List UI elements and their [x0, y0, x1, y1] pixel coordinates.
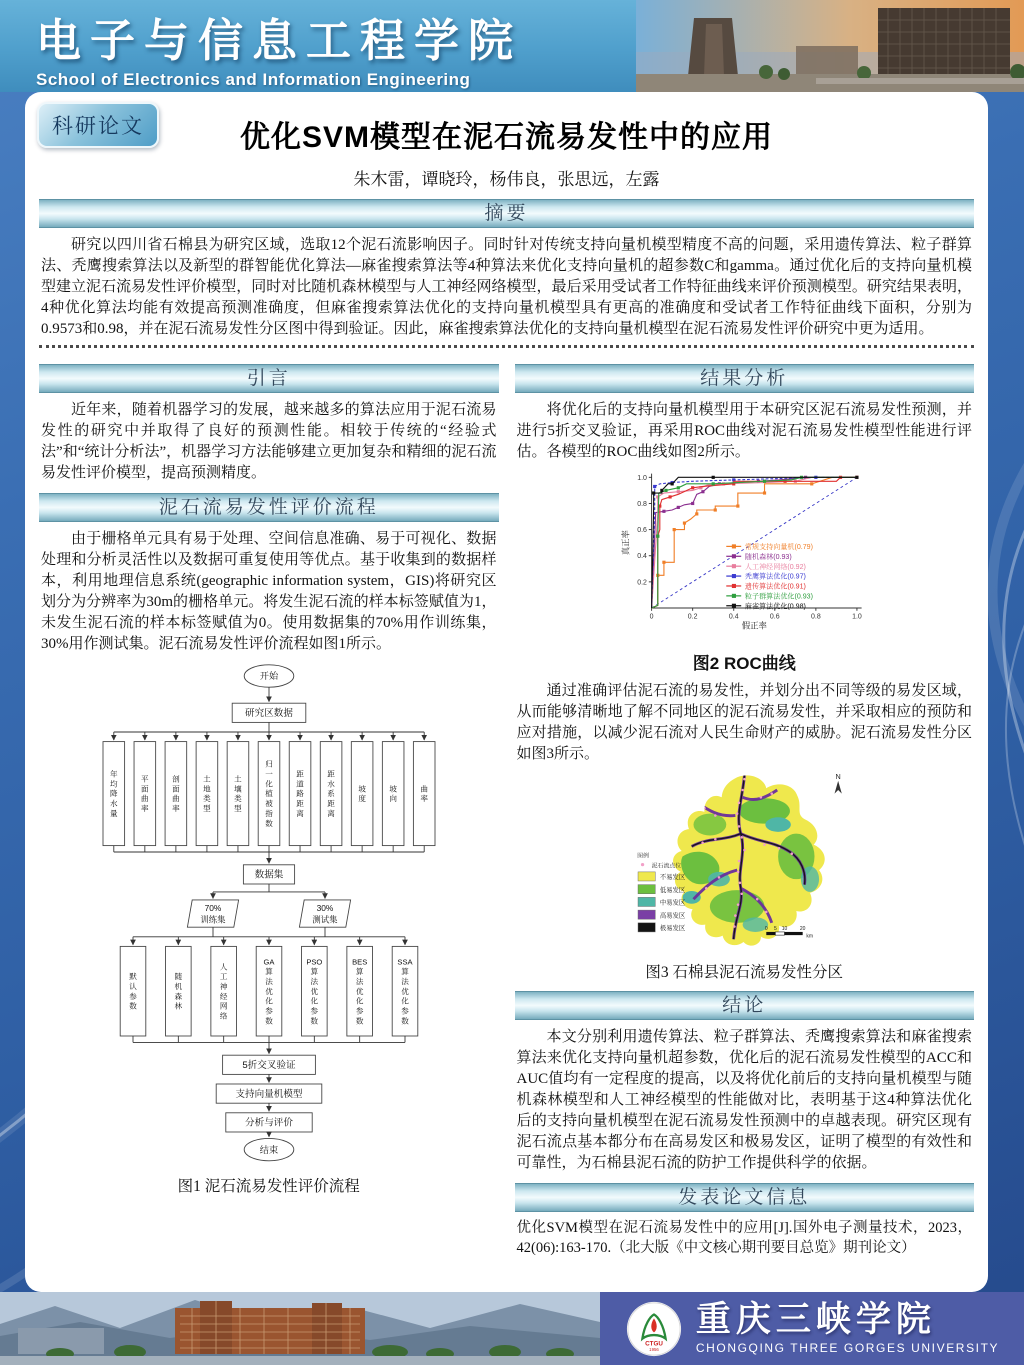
svg-text:GA算法优化参数: GA 算法优化参数 — [263, 957, 275, 1026]
svg-text:高易发区: 高易发区 — [660, 911, 686, 919]
svg-text:真正率: 真正率 — [620, 530, 631, 556]
svg-text:结束: 结束 — [259, 1144, 278, 1155]
svg-text:1956: 1956 — [649, 1346, 659, 1352]
svg-text:归一化植被指数: 归一化植被指数 — [264, 759, 273, 828]
svg-text:CTGU: CTGU — [644, 1339, 663, 1347]
svg-text:假正率: 假正率 — [741, 620, 768, 631]
svg-text:剖面曲率: 剖面曲率 — [171, 774, 180, 814]
svg-text:低易发区: 低易发区 — [660, 886, 686, 894]
map-legend — [637, 851, 686, 932]
svg-text:0.8: 0.8 — [811, 613, 821, 621]
svg-text:训练集: 训练集 — [200, 914, 226, 925]
svg-text:研究区数据: 研究区数据 — [244, 707, 293, 719]
svg-text:曲率: 曲率 — [420, 784, 428, 804]
results-text-1: 将优化后的支持向量机模型用于本研究区泥石流易发性预测，并进行5折交叉验证，再采用ROC曲线对泥石流易发性模型性能进行评估。各模型的ROC曲线如图2所示。 — [516, 402, 972, 460]
north-arrow — [835, 772, 842, 794]
section-heading-intro: 引言 — [39, 364, 499, 393]
intro-text: 近年来，随着机器学习的发展，越来越多的算法应用于泥石流易发性的研究中并取得了良好的预测性能。相较于传统的“经验式法”和“统计分析法”，机器学习方法能够建立更加复杂和精细的泥石流易发性评价模型，提高预测精度。 — [41, 402, 497, 481]
svg-text:0.6: 0.6 — [637, 527, 648, 535]
svg-text:图例: 图例 — [637, 852, 650, 859]
figure2-roc-svg — [618, 468, 870, 642]
svg-text:测试集: 测试集 — [312, 914, 338, 925]
svg-text:0.4: 0.4 — [729, 613, 739, 621]
section-heading-publication: 发表论文信息 — [515, 1183, 975, 1212]
figure3-map-svg — [628, 770, 860, 952]
svg-text:土壤类型: 土壤类型 — [233, 774, 242, 814]
svg-text:SSA算法优化参数: SSA 算法优化参数 — [397, 957, 413, 1026]
svg-text:0: 0 — [765, 925, 768, 932]
right-column — [515, 355, 975, 1258]
left-column — [39, 355, 499, 1204]
abstract-text: 研究以四川省石棉县为研究区域，选取12个泥石流影响因子。同时针对传统支持向量机模型精度不高的问题，采用遗传算法、粒子群算法、秃鹰搜索算法以及新型的群智能优化算法—麻雀搜索算法等4种算法来优化支持向量机的超参数C和gamma。通过优化后的支持向量机模型建立泥石流易发性评价模型，同时对比随机森林模型与人工神经网络模型，最后采用受试者工作特征曲线来评价预测模型。研究结果表明，4种优化算法均能有效提高预测准确度，但麻雀搜索算法优化的支持向量机模型具有更高的准确度和受试者工作特征曲线下面积，分别为0.9573和0.98，并在泥石流易发性分区图中得到验证。因此，麻雀搜索算法优化的支持向量机模型在泥石流易发性评价研究中更为适用。 — [41, 237, 972, 337]
svg-text:0.2: 0.2 — [637, 579, 648, 587]
section-heading-process: 泥石流易发性评价流程 — [39, 493, 499, 522]
susceptibility-map-region — [665, 770, 847, 952]
university-name-en: CHONGQING THREE GORGES UNIVERSITY — [695, 1340, 1000, 1355]
svg-text:5折交叉验证: 5折交叉验证 — [242, 1059, 296, 1071]
campus-photo-footer — [0, 1292, 600, 1365]
svg-text:年均降水量: 年均降水量 — [109, 769, 118, 818]
svg-text:人工神经网络(0.92): 人工神经网络(0.92) — [745, 562, 807, 571]
svg-text:平面曲率: 平面曲率 — [140, 774, 149, 814]
svg-text:支持向量机模型: 支持向量机模型 — [235, 1088, 303, 1100]
svg-text:1.0: 1.0 — [852, 613, 863, 621]
paper-type-badge: 科研论文 — [37, 102, 159, 148]
svg-text:0.8: 0.8 — [637, 500, 648, 508]
footer — [0, 1292, 1024, 1365]
svg-text:泥石流点位: 泥石流点位 — [651, 862, 682, 869]
process-text: 由于栅格单元具有易于处理、空间信息准确、易于可视化、数据处理和分析灵活性以及数据可重复使用等优点。基于收集到的数据样本，利用地理信息系统(geographic information system，GIS)将研究区划分为分辨率为30m的栅格单元。将发生泥石流的样本标签赋值为1，未发生泥石流的样本标签赋值为0。使用数据集的70%用作训练集，30%用作测试集。泥石流易发性评价流程如图1所示。 — [41, 531, 497, 652]
authors-line: 朱木雷，谭晓玲，杨伟良，张思远，左露 — [353, 170, 660, 189]
svg-text:土地类型: 土地类型 — [202, 774, 211, 814]
paper-title: 优化SVM模型在泥石流易发性中的应用 — [239, 121, 773, 154]
section-heading-results: 结果分析 — [515, 364, 975, 393]
section-heading-conclusion: 结论 — [515, 991, 975, 1020]
school-name-en: School of Electronics and Information Engineering — [36, 70, 471, 89]
svg-text:默认参数: 默认参数 — [128, 972, 137, 1011]
svg-text:人工神经网络: 人工神经网络 — [219, 962, 228, 1021]
svg-text:遗传算法优化(0.91): 遗传算法优化(0.91) — [745, 582, 807, 591]
svg-text:0.2: 0.2 — [688, 613, 698, 621]
svg-text:10: 10 — [781, 925, 788, 932]
footer-university-block — [600, 1292, 1024, 1365]
svg-text:BES算法优化参数: BES 算法优化参数 — [351, 957, 368, 1026]
header-banner — [0, 0, 1024, 92]
school-name-cn: 电子与信息工程学院 — [36, 14, 523, 67]
svg-text:1.0: 1.0 — [637, 474, 648, 482]
svg-text:分析与评价: 分析与评价 — [244, 1117, 293, 1129]
svg-text:km: km — [806, 932, 814, 939]
svg-text:不易发区: 不易发区 — [660, 873, 686, 881]
svg-text:20: 20 — [800, 925, 806, 932]
figure1-flowchart-svg — [93, 660, 445, 1166]
figure1-caption: 图1 泥石流易发性评价流程 — [177, 1177, 360, 1195]
dotted-divider — [39, 345, 974, 348]
svg-text:常规支持向量机(0.79): 常规支持向量机(0.79) — [745, 543, 814, 552]
campus-photo-banner — [636, 0, 1024, 92]
svg-text:N: N — [835, 771, 842, 781]
poster-panel — [25, 92, 988, 1292]
section-heading-abstract: 摘要 — [39, 199, 974, 228]
figure2-roc — [515, 468, 975, 647]
svg-text:距道路距离: 距道路距离 — [295, 769, 304, 818]
svg-text:70%: 70% — [204, 903, 222, 914]
svg-text:PSO算法优化参数: PSO 算法优化参数 — [306, 957, 323, 1026]
figure2-caption: 图2 ROC曲线 — [692, 653, 796, 673]
svg-text:0.4: 0.4 — [637, 553, 648, 561]
svg-text:随机森林(0.93): 随机森林(0.93) — [745, 552, 792, 561]
figure3-map — [515, 770, 975, 957]
results-text-2: 通过准确评估泥石流的易发性，并划分出不同等级的易发区域，从而能够清晰地了解不同地区的泥石流易发性，并采取相应的预防和应对措施，以减少泥石流对人民生命财产的威胁。泥石流易发性分区如图3所示。 — [516, 682, 972, 762]
svg-text:数据集: 数据集 — [254, 869, 284, 881]
university-name-cn: 重庆三峡学院 — [695, 1299, 936, 1341]
svg-text:中易发区: 中易发区 — [660, 899, 686, 907]
svg-text:距水系距离: 距水系距离 — [327, 769, 335, 818]
ctgu-logo — [625, 1300, 683, 1358]
figure1-flowchart — [39, 660, 499, 1171]
svg-text:0: 0 — [649, 613, 654, 621]
svg-text:坡度: 坡度 — [358, 784, 366, 804]
svg-text:开始: 开始 — [259, 671, 278, 682]
svg-text:极易发区: 极易发区 — [660, 924, 686, 932]
svg-text:坡向: 坡向 — [389, 784, 397, 804]
conclusion-text: 本文分别利用遗传算法、粒子群算法、秃鹰搜索算法和麻雀搜索算法来优化支持向量机超参数，优化后的泥石流易发性模型的ACC和AUC值均有一定程度的提高，以及将优化前后的支持向量机模型与随机森林模型和人工神经模型的性能做对比，表明基于这4种算法优化后的支持向量机模型在泥石流易发性预测中的卓越表现。研究区现有泥石流点基本都分布在高易发区和极易发区，证明了模型的有效性和可靠性，为石棉县泥石流的防护工作提供科学的依据。 — [516, 1028, 972, 1171]
svg-text:随机森林: 随机森林 — [174, 972, 182, 1011]
svg-text:麻雀算法优化(0.98): 麻雀算法优化(0.98) — [745, 602, 807, 611]
svg-text:5: 5 — [774, 925, 778, 932]
svg-text:粒子群算法优化(0.93): 粒子群算法优化(0.93) — [745, 592, 814, 601]
figure3-caption: 图3 石棉县泥石流易发性分区 — [645, 963, 844, 981]
publication-text: 优化SVM模型在泥石流易发性中的应用[J].国外电子测量技术，2023，42(06):163-170.（北大版《中文核心期刊要目总览》期刊论文） — [516, 1219, 972, 1256]
svg-text:0.6: 0.6 — [770, 613, 780, 621]
svg-text:30%: 30% — [316, 903, 334, 914]
svg-text:秃鹰算法优化(0.97): 秃鹰算法优化(0.97) — [745, 572, 807, 581]
